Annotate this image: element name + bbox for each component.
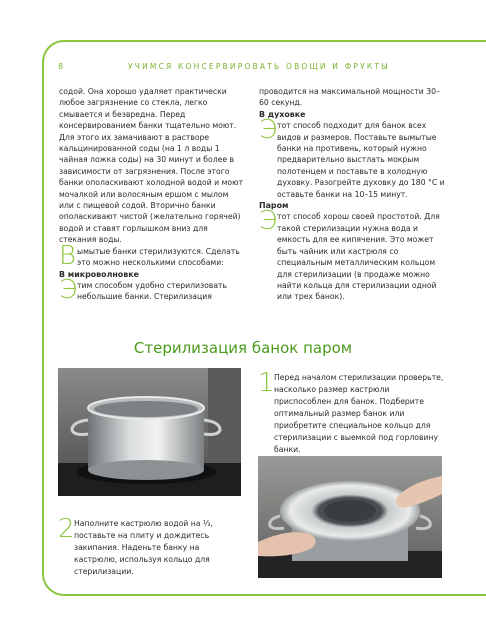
photo-pot-with-ring: [258, 456, 442, 578]
step-1: [258, 368, 448, 456]
paragraph: проводится на максимальной мощности 30–60 секунд.: [259, 87, 440, 108]
paragraph: содой. Она хорошо удаляет практически любое загрязнение со стекла, легко смывается и безвредна. Перед консервированием банки тщательно моют. Для этого их замачивают в растворе кальцинированной соды (на 1 л воды 1 чайная ложка соды) на 30 минут и более в зависимости от загрязнения. После этого банки ополаскивают холодной водой и моют мочалкой или волосяным ершом с мылом или с пищевой содой. Вторично банки ополаскивают чистой (желательно горячей) водой и ставят горлышком вниз для стекания воды.: [59, 87, 244, 245]
running-title: УЧИМСЯ КОНСЕРВИРОВАТЬ ОВОЩИ И ФРУКТЫ: [128, 62, 390, 71]
photo-pot-on-stove: [58, 368, 241, 496]
dropcap-paragraph: [59, 240, 245, 271]
paragraph-text: тим способом удобно стерилизовать небольшие банки. Стерилизация: [77, 280, 228, 302]
dropcap: Э: [59, 274, 78, 305]
right-column: [259, 86, 449, 303]
step-number: 2: [58, 514, 75, 544]
step-2: [58, 514, 244, 578]
left-column: [59, 86, 245, 303]
section-title: Стерилизация банок паром: [133, 339, 353, 357]
subhead-oven: В духовке: [259, 109, 306, 119]
subhead-microwave: В микроволновке: [59, 269, 139, 279]
step-number: 1: [258, 368, 275, 398]
paragraph-text: тот способ подходит для банок всех видов и размеров. Поставьте вымытые банки на противень, который нужно предварительно выстлать мокрым полотенцем и поставьте в холодную духовку. Разогрейте духовку до 180 °С и оставьте банки на 10–15 минут.: [277, 121, 445, 199]
dropcap-paragraph: [259, 115, 449, 200]
dropcap: Э: [259, 115, 278, 146]
page-number: 8: [58, 62, 64, 71]
dropcap: Э: [259, 206, 278, 237]
paragraph-text: ымытые банки стерилизуются. Сделать это можно несколькими способами:: [77, 246, 240, 268]
paragraph-text: тот способ хорош своей простотой. Для такой стерилизации нужна вода и емкость для ее кипячения. Это может быть чайник или кастрюля со специальным металлическим кольцом для стерилизации (в продаже можно найти кольца для стерилизации одной или трех банок).: [277, 212, 440, 302]
step-text: Наполните кастрюлю водой на ⅓, поставьте на плиту и дождитесь закипания. Наденьте банку на кастрюлю, используя кольцо для стерилизации.: [74, 519, 213, 576]
page-header: [58, 62, 486, 74]
subhead-steam: Паром: [259, 201, 289, 211]
dropcap: В: [59, 240, 77, 271]
step-text: Перед началом стерилизации проверьте, насколько размер кастрюли приспособлен для банок. Подберите оптимальный размер банок или приобретите специальное кольцо для стерилизации с выемкой под горловину банки.: [274, 373, 444, 454]
